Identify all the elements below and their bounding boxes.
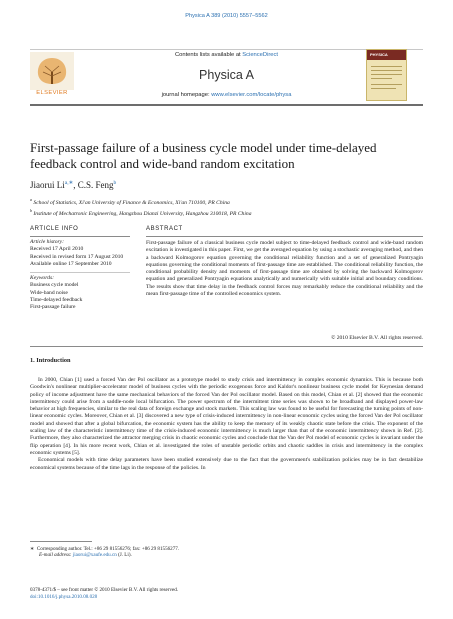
issn-line: 0378-4371/$ – see front matter © 2010 Elsevier B.V. All rights reserved.: [30, 587, 179, 593]
abstract-copyright: © 2010 Elsevier B.V. All rights reserved.: [331, 335, 423, 341]
footnotes: [30, 546, 423, 559]
footnote-text: Corresponding author. Tel.: +86 29 81556276; fax: +86 29 81556277.: [36, 546, 180, 552]
journal-cover-thumbnail: [366, 49, 407, 101]
affiliation-mark: b: [30, 208, 32, 214]
affiliations: [30, 196, 252, 218]
email-link[interactable]: jiaorui@xaufe.edu.cn: [72, 552, 117, 559]
author-list: [30, 180, 116, 190]
email-label: E-mail address:: [39, 552, 73, 559]
keyword-item: Time-delayed feedback: [30, 296, 83, 303]
section-heading: 1. Introduction: [30, 357, 71, 364]
homepage-prefix: journal homepage:: [161, 92, 212, 98]
journal-reference: Physica A 389 (2010) 5557–5562: [185, 13, 268, 19]
sciencedirect-link[interactable]: ScienceDirect: [242, 52, 279, 58]
history-item: Available online 17 September 2010: [30, 260, 112, 267]
article-info-heading: ARTICLE INFO: [30, 226, 79, 232]
email-suffix: (J. Li).: [116, 552, 132, 559]
homepage-link[interactable]: www.elsevier.com/locate/physa: [211, 92, 292, 98]
history-item: Received 17 April 2010: [30, 246, 84, 253]
keywords-label: Keywords:: [30, 275, 55, 281]
keyword-item: Business cycle model: [30, 282, 79, 289]
keyword-item: First-passage failure: [30, 304, 76, 311]
author-name: C.S. Feng: [77, 180, 114, 190]
affiliation-text: School of Statistics, Xi'an University of Finance & Economics, Xi'an 710100, PR China: [33, 199, 230, 206]
intro-paragraph: Economical models with time delay parameters have been studied extensively due to the fact that the government's stabilization policies may be in fact destabilize economical systems because of the time lags in the response of the policies. In: [30, 457, 423, 471]
banner-top-rule: [30, 49, 423, 50]
author-name: Jiaorui Li: [30, 180, 65, 190]
author-separator: ,: [73, 180, 78, 190]
keywords: [30, 275, 138, 311]
article-info-rule: [30, 236, 130, 237]
history-label: Article history:: [30, 239, 65, 245]
footnote-mark: ∗: [30, 546, 35, 552]
affiliation-mark: a: [30, 197, 32, 202]
abstract-text: First-passage failure of a classical business cycle model subject to time-delayed feedback control and wide-band random excitation is investigated in this paper. First, we get the averaged equation by using a stochastic averaging method, and then a backward Kolmogorov equation governing the conditional reliability function and a set of generalized Pontryagin equations governing the conditional moments of first-passage time are established. The conditional reliability function, the conditional probability density and moments of first-passage time are obtained by solving the backward Kolmogorov equation and generalized Pontryagin equations analytically and numerically with suitable initial and boundary conditions. The results show that time delay in the feedback control forces may remarkably reduce the conditional reliability and the mean first-passage time of the controlled economics system.: [146, 240, 423, 298]
affiliation-text: Institute of Mechatronic Engineering, Hangzhou Dianzi University, Hangzhou 310018, PR China: [33, 211, 252, 218]
cover-title: PHYSICA: [370, 52, 388, 57]
abstract-heading: ABSTRACT: [146, 226, 183, 232]
front-matter-rule: [30, 346, 423, 347]
author-marks[interactable]: a,∗: [64, 180, 74, 186]
keyword-item: Wide-band noise: [30, 289, 68, 296]
article-title: First-passage failure of a business cycle model under time-delayed feedback control and wide-band random excitation: [30, 140, 377, 171]
banner-bottom-rule: [30, 104, 423, 106]
article-info-divider: [30, 272, 130, 273]
author-marks[interactable]: b: [113, 180, 117, 186]
doi-link[interactable]: doi:10.1016/j.physa.2010.08.028: [30, 594, 98, 600]
journal-name: Physica A: [199, 68, 254, 82]
history-item: Received in revised form 17 August 2010: [30, 253, 124, 260]
affiliation-item: [30, 196, 252, 207]
article-history: [30, 239, 138, 268]
intro-paragraph: In 2000, Chian [1] used a forced Van der Pol oscillator as a prototype model to study crisis and intermittency in complex economic dynamics. This is because both Goodwin's nonlinear multiplier-accelerator model of business cycles with the periodic exogenous force and Kaldor's nonlinear business cycle model for Keynesian demand policy of income adjustment have the same mechanical behaviors of the forced Van der Pol oscillator model. Based on this model, Chian et al. [2] showed that the economic intermittency could arise from a saddle-node local bifurcation. The power spectrum of the intermittent time series was shown to be broadband and displayed power-law behavior at high frequencies, similar to the real data of foreign exchange and stock markets. This scaling law was found to be useful for forecasting the turning points of non-linear economic cycles. Moreover, Chian et al. [3] discovered a new type of crisis-induced intermittency in non-linear economic cycles using the forced Van der Pol oscillator model and showed that after a global bifurcation, the economic system has the ability to keep the memory of its weakly chaotic state before the crisis. The exponent of the scaling law of the characteristic intermittency time of the crisis-induced economic intermittency is much larger than that of the economic intermittency shown in Ref. [2]. Furthermore, they also characterized the attractor merging crisis in chaotic economic cycles and conclude that the Van der Pol model of economic cycles is invariant under the flip operation [4]. In his more recent work, Chian et al. investigated the roles of unstable periodic orbits and chaotic saddles in crisis and intermittency in the complex economic systems [5].: [30, 377, 423, 456]
footnote-rule: [30, 541, 92, 542]
affiliation-item: [30, 207, 252, 218]
abstract-rule: [146, 236, 423, 237]
publisher-name: ELSEVIER: [36, 90, 68, 96]
contents-prefix: Contents lists available at: [174, 52, 243, 58]
email-note: [30, 552, 423, 558]
intro-body: [30, 377, 423, 472]
